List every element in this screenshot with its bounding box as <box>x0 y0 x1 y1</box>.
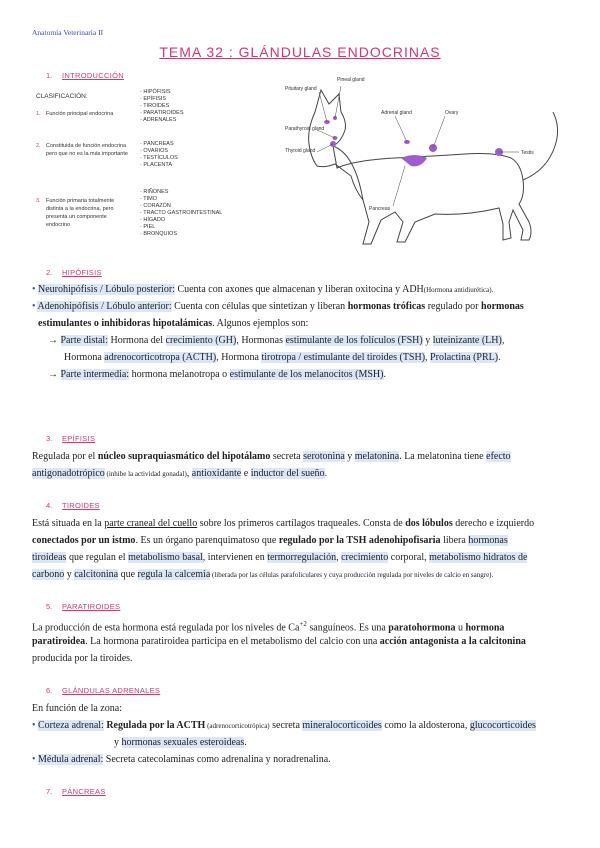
section-heading-introduccion: 1. INTRODUCCIÓN <box>46 71 124 80</box>
tiroides-line-2: conectados por un istmo. Es un órgano parenquimatoso que regulado por la TSH adenohipofisaria libera hormonas <box>32 535 508 546</box>
label-pituitary: Pituitary gland <box>285 86 317 92</box>
label-pancreas: Pancreas <box>369 206 391 212</box>
paratiroides-line-2: paratiroidea. La hormona paratiroidea participa en el metabolismo del calcio con una acción antagonista a la calcitonina <box>32 636 526 647</box>
epifisis-paragraph-line-2: antigonadotrópico (inhibe la actividad gonadal), antioxidante e inductor del sueño. <box>32 468 328 479</box>
section-heading-hipofisis: 2. HIPÓFISIS <box>46 268 102 277</box>
label-pineal: Pineal gland <box>337 77 365 83</box>
section-heading-pancreas: 7. PÁNCREAS <box>46 787 106 796</box>
leader-lines <box>317 86 519 206</box>
course-header: Anatomía Veterinaria II <box>32 28 104 37</box>
section-heading-epifisis: 3. EPÍFISIS <box>46 434 96 443</box>
adrenales-corteza: • Corteza adrenal: Regulada por la ACTH (adrenocorticotrópica) secreta mineralocorticoides como la aldosterona, glucocorticoides <box>32 720 536 731</box>
hipofisis-bullet-2: • Adenohipófisis / Lóbulo anterior: Cuenta con células que sintetizan y liberan hormonas tróficas regulado por hormonas <box>32 301 524 312</box>
paratiroides-line-1: La producción de esta hormona está regulada por los niveles de $Ca^{+2}$ sanguíneos. Es una paratohormona u hormona <box>32 620 505 634</box>
hipofisis-subitem-2: → Parte intermedia: hormona melanotropa o estimulante de los melanocitos (MSH). <box>48 369 386 380</box>
label-testis: Testis <box>521 150 534 156</box>
adrenales-medula: • Médula adrenal: Secreta catecolaminas como adrenalina y noradrenalina. <box>32 754 331 765</box>
page-title: TEMA 32 : GLÁNDULAS ENDOCRINAS <box>159 44 441 60</box>
cat-endocrine-diagram <box>285 72 585 260</box>
tiroides-line-4: carbono y calcitonina que regula la calcemia (liberada por las células parafoliculares y cuya producción regulada por niveles de calcio en sangre). <box>32 569 494 580</box>
adrenales-intro: En función de la zona: <box>32 703 122 714</box>
classification-list-1: - HIPÓFISIS - EPÍFISIS - TIROIDES - PARATIROIDES - ADRENALES <box>140 89 184 123</box>
classification-group-1: 1. Función principal endocrina <box>36 111 114 117</box>
paratiroides-line-3: producida por la tiroides. <box>32 653 133 664</box>
kidney-mark <box>401 155 427 166</box>
classification-group-2: 2. Constituida de función endocrina pero que no es la más importante <box>36 143 128 157</box>
label-ovary: Ovary <box>445 110 459 116</box>
organ-marks <box>324 116 503 166</box>
epifisis-paragraph-line-1: Regulada por el núcleo supraquiasmático del hipotálamo secreta serotonina y melatonina. La melatonina tiene efecto <box>32 451 511 462</box>
classification-title: CLASIFICACIÓN: <box>36 93 88 100</box>
diagram-labels <box>285 77 534 212</box>
tiroides-line-1: Está situada en la parte craneal del cuello sobre los primeros cartílagos traqueales. Consta de dos lóbulos derecho e izquierdo <box>32 518 535 529</box>
label-parathyroid: Parathyroid gland <box>285 126 325 132</box>
label-adrenal: Adrenal gland <box>381 110 412 116</box>
label-thyroid: Thyroid gland <box>285 148 316 154</box>
tiroides-line-3: tiroideas que regulan el metabolismo basal, intervienen en termorregulación, crecimiento corporal, metabolismo hidratos de <box>32 552 528 563</box>
section-heading-paratiroides: 5. PARATIROIDES <box>46 602 121 611</box>
section-heading-tiroides: 4. TIROIDES <box>46 501 100 510</box>
hipofisis-subitem-1: → Parte distal: Hormona del crecimiento (GH), Hormonas estimulante de los folículos (FSH) y luteinizante (LH), <box>48 335 505 346</box>
classification-list-2: - PÁNCREAS - OVARIOS - TESTÍCULOS - PLACENTA <box>140 141 178 168</box>
hipofisis-bullet-2-cont: estimulantes o inhibidoras hipotalámicas. Algunos ejemplos son: <box>38 318 309 329</box>
classification-list-3: - RIÑONES - TIMO - CORAZÓN - TRACTO GASTROINTESTINAL - HÍGADO - PIEL - BRONQUIOS <box>140 189 223 237</box>
cat-outline <box>309 90 558 244</box>
section-heading-adrenales: 6. GLÁNDULAS ADRENALES <box>46 686 161 695</box>
classification-group-3: 3. Función primaria totalmente distinta a la endocrina, pero presenta un componente endocrino <box>36 198 115 228</box>
adrenales-corteza-cont: y hormonas sexuales esteroideas. <box>114 737 247 748</box>
hipofisis-bullet-1: • Neurohipófisis / Lóbulo posterior: Cuenta con axones que almacenan y liberan oxitocina y ADH(Hormona antidiurética). <box>32 284 494 295</box>
hipofisis-subitem-1-cont: Hormona adrenocorticotropa (ACTH), Hormona tirotropa / estimulante del tiroides (TSH), Prolactina (PRL). <box>64 352 501 363</box>
